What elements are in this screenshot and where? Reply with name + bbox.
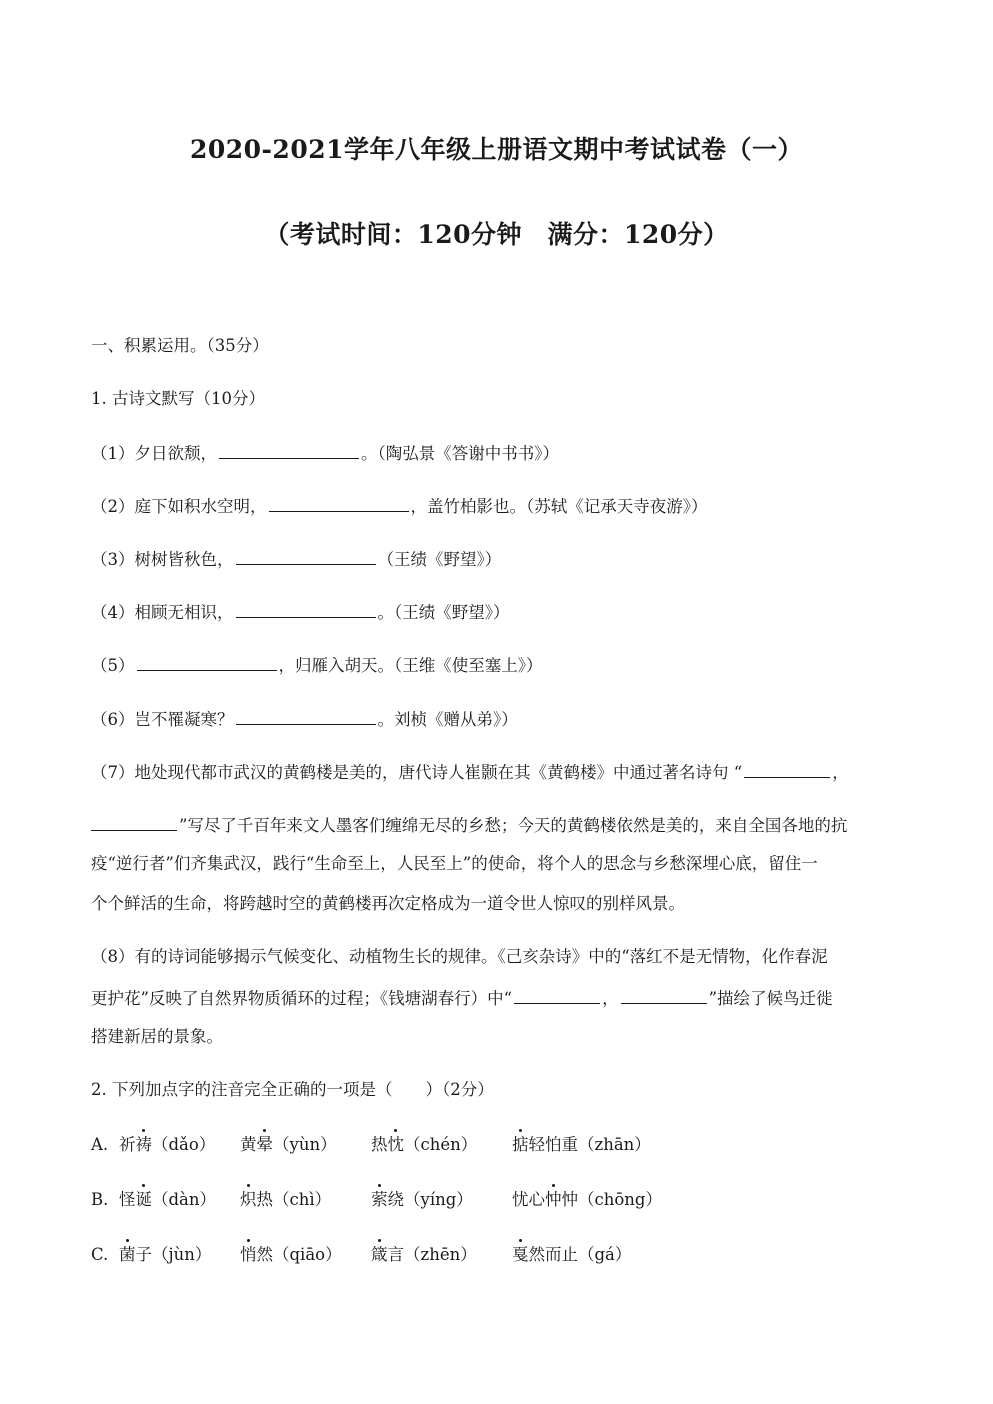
q1-item-7-line-4: 个个鲜活的生命，将跨越时空的黄鹤楼再次定格成为一道令世人惊叹的别样风景。 <box>91 894 685 913</box>
option-word: 忧心忡忡（chōng） <box>512 1188 662 1212</box>
option-word: 热忱（chén） <box>371 1133 512 1157</box>
option-label: B. <box>91 1190 109 1209</box>
answer-blank[interactable] <box>269 493 409 512</box>
exam-info-subtitle: （考试时间：120分钟 满分：120分） <box>264 220 729 249</box>
option-word: 戛然而止（gá） <box>512 1243 631 1267</box>
q1-item-8-line-2: 更护花”反映了自然界物质循环的过程；《钱塘湖春行）中“ ， ”描绘了候鸟迁徙 <box>91 985 905 1011</box>
option-word: 黄晕（yùn） <box>240 1133 371 1157</box>
option-word: 萦绕（yíng） <box>371 1188 512 1212</box>
section-heading: 一、积累运用。（35分） <box>91 336 269 355</box>
answer-blank[interactable] <box>621 985 707 1004</box>
option-label: A. <box>91 1135 109 1154</box>
option-word: 悄然（qiāo） <box>240 1243 371 1267</box>
q1-item-2: （2）庭下如积水空明， ，盖竹柏影也。（苏轼《记承天寺夜游》） <box>91 493 905 519</box>
option-word: 祈祷（dǎo） <box>119 1133 240 1157</box>
q1-item-3: （3）树树皆秋色， （王绩《野望》） <box>91 546 905 572</box>
answer-blank[interactable] <box>744 759 830 778</box>
option-c[interactable] <box>91 1243 905 1267</box>
q1-item-8-line-3: 搭建新居的景象。 <box>91 1027 223 1046</box>
answer-blank[interactable] <box>236 599 376 618</box>
answer-blank[interactable] <box>91 812 177 831</box>
option-word: 菌子（jùn） <box>119 1243 240 1267</box>
q1-item-8-line-1: （8）有的诗词能够揭示气候变化、动植物生长的规律。《己亥杂诗》中的“落红不是无情物，化作春泥 <box>91 947 828 966</box>
answer-blank[interactable] <box>236 546 376 565</box>
answer-blank[interactable] <box>137 652 277 671</box>
q1-item-7-line-2: ”写尽了千百年来文人墨客们缠绵无尽的乡愁；今天的黄鹤楼依然是美的，来自全国各地的抗 <box>91 812 905 838</box>
option-b[interactable] <box>91 1188 905 1212</box>
option-word: 掂轻怕重（zhān） <box>512 1133 651 1157</box>
option-word: 炽热（chì） <box>240 1188 371 1212</box>
q1-item-7-line-3: 疫“逆行者”们齐集武汉，践行“生命至上，人民至上”的使命，将个人的思念与乡愁深埋心底，留住一 <box>91 854 818 873</box>
answer-blank[interactable] <box>514 985 600 1004</box>
option-word: 箴言（zhēn） <box>371 1243 512 1267</box>
answer-blank[interactable] <box>219 440 359 459</box>
q1-item-4: （4）相顾无相识， 。（王绩《野望》） <box>91 599 905 625</box>
q1-item-5: （5） ，归雁入胡天。（王维《使至塞上》） <box>91 652 905 678</box>
question-2-heading: 2. 下列加点字的注音完全正确的一项是（ ）（2分） <box>91 1080 494 1099</box>
option-a[interactable] <box>91 1133 905 1157</box>
answer-blank[interactable] <box>236 706 376 725</box>
option-label: C. <box>91 1245 109 1264</box>
q1-item-6: （6）岂不罹凝寒？ 。刘桢《赠从弟》） <box>91 706 905 732</box>
q1-item-1: （1）夕日欲颓， 。（陶弘景《答谢中书书》） <box>91 440 905 466</box>
page-title: 2020-2021学年八年级上册语文期中考试试卷（一） <box>189 135 804 164</box>
q1-item-7-line-1: （7）地处现代都市武汉的黄鹤楼是美的，唐代诗人崔颢在其《黄鹤楼》中通过著名诗句 “ ， <box>91 759 905 785</box>
question-1-heading: 1. 古诗文默写（10分） <box>91 389 265 408</box>
option-word: 怪诞（dàn） <box>119 1188 240 1212</box>
